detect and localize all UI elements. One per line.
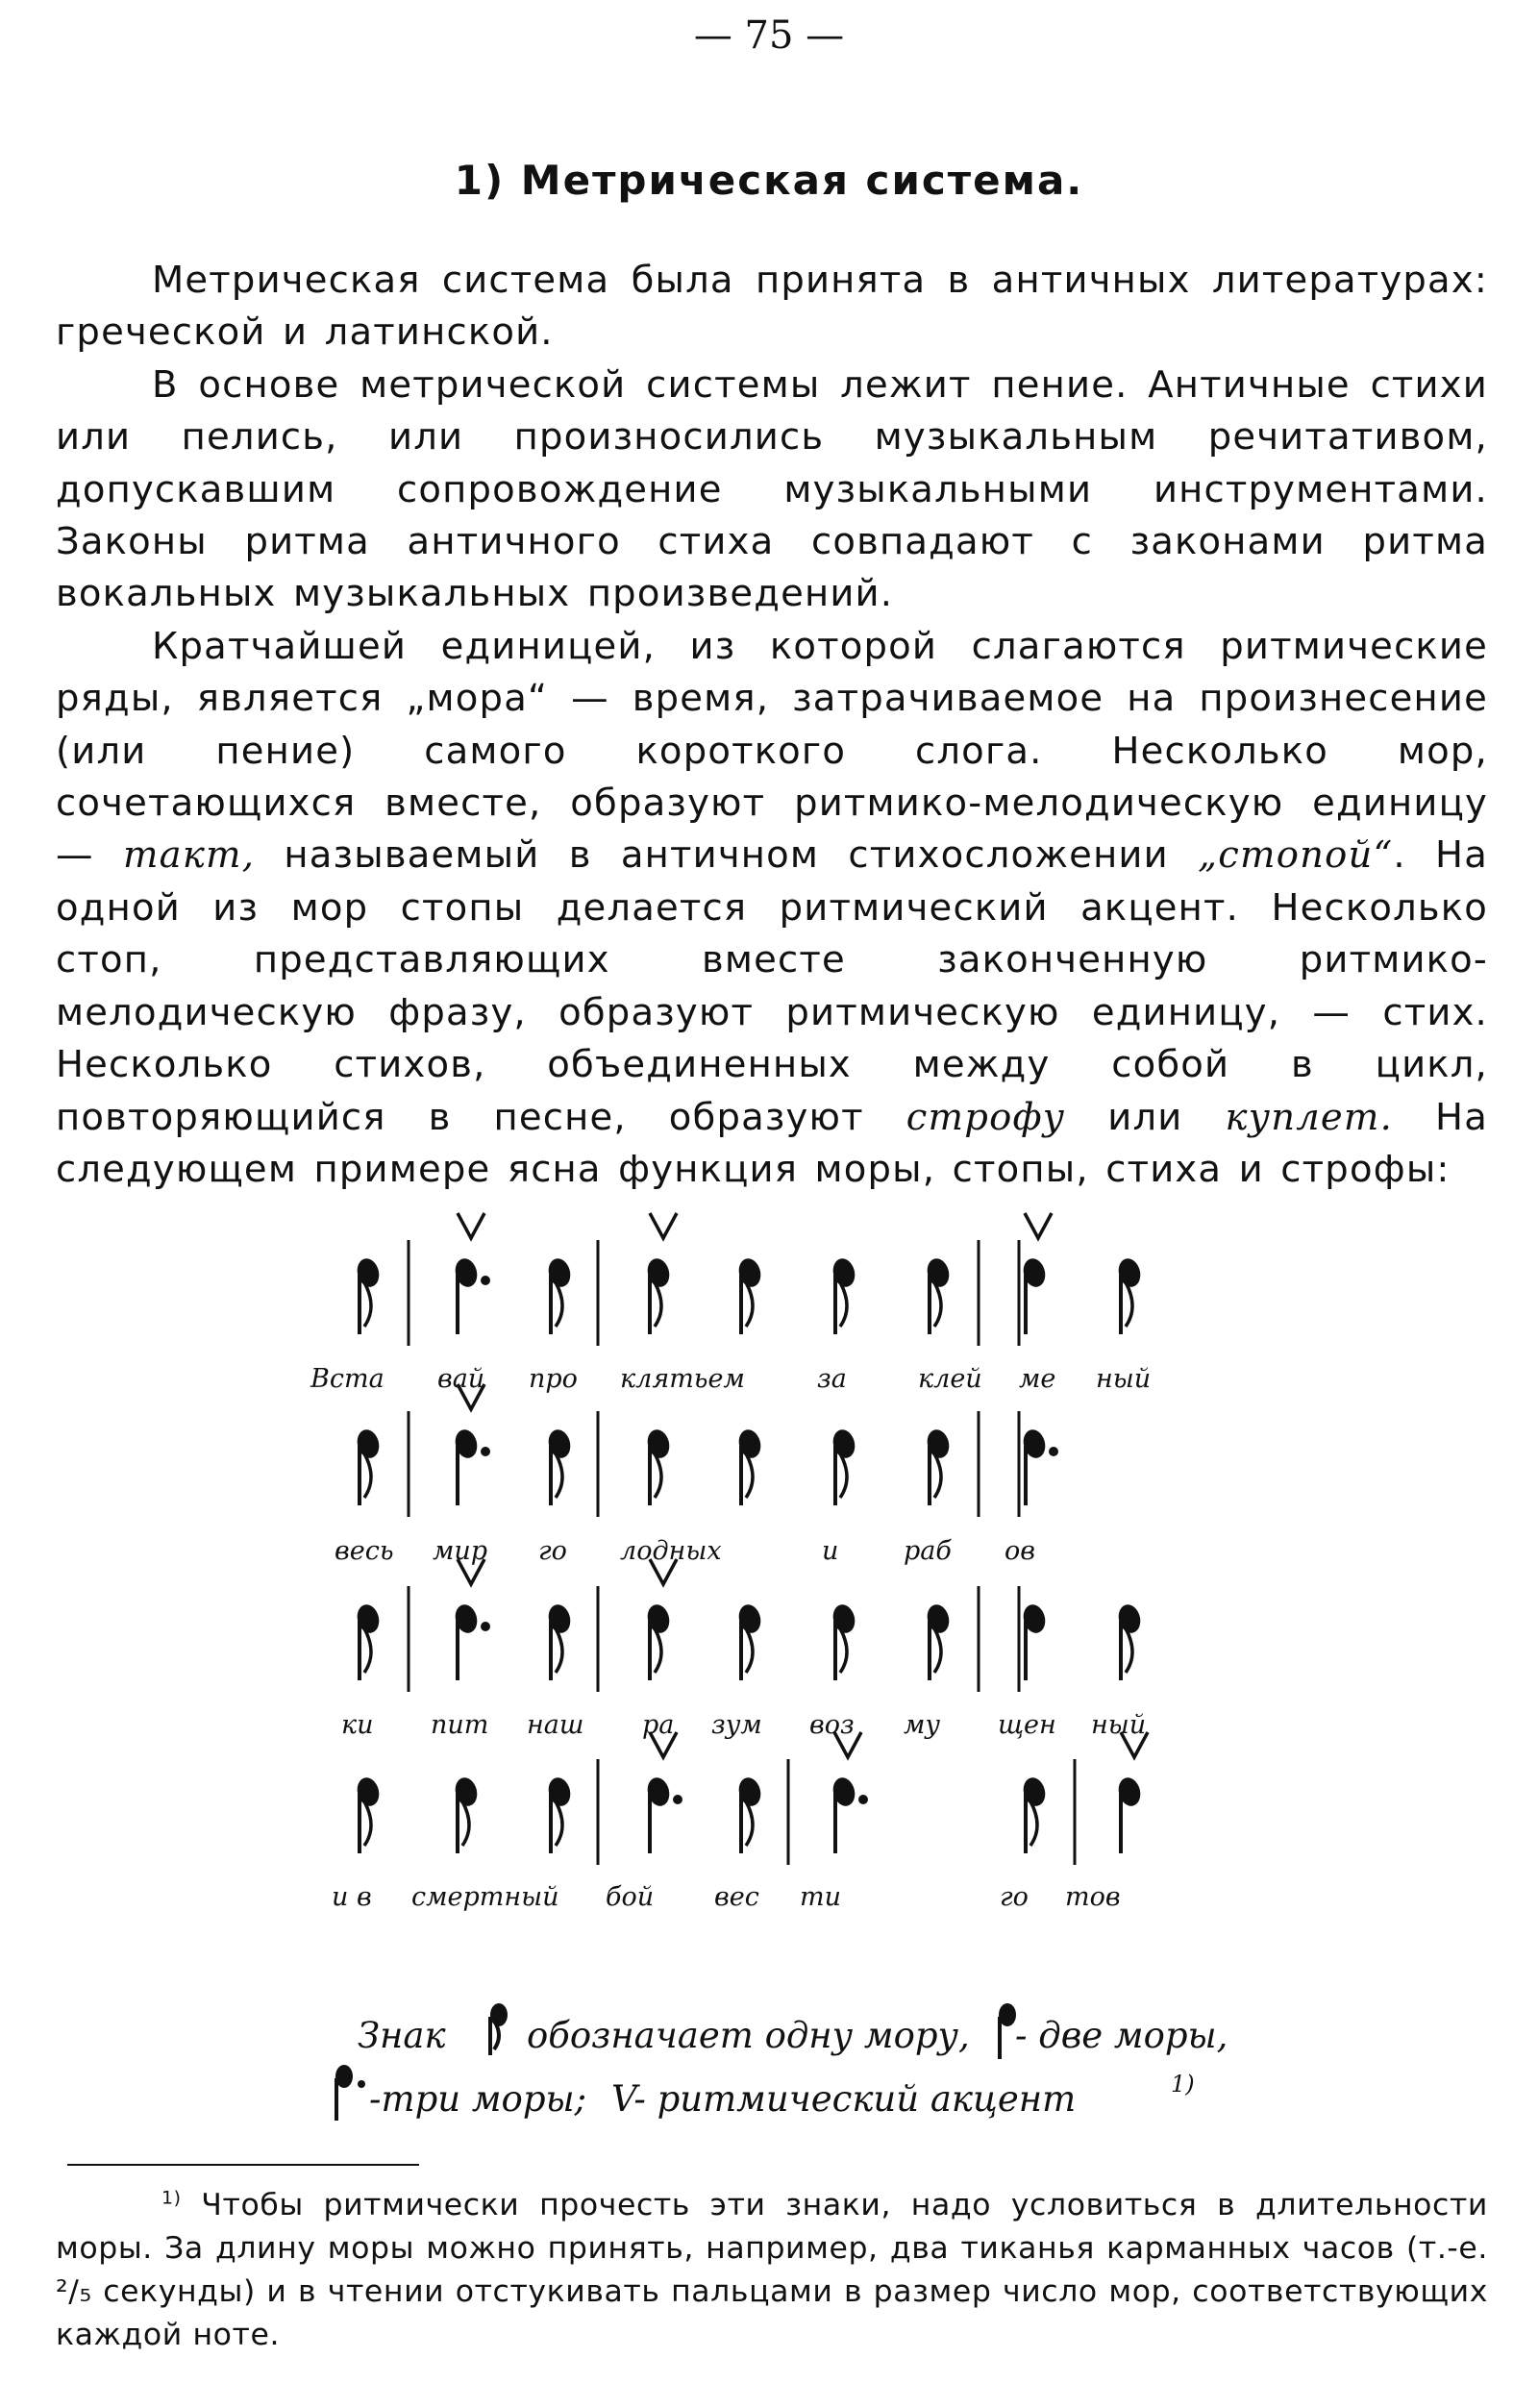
footnote-divider <box>67 2164 419 2166</box>
dotted-note-icon <box>644 1775 682 1853</box>
quarter-note-icon <box>545 1775 573 1853</box>
quarter-note-icon <box>1115 1602 1143 1680</box>
legend-three-morae: -три моры; <box>369 2078 587 2120</box>
dotted-note-icon <box>830 1775 868 1853</box>
quarter-note-icon <box>354 1775 382 1853</box>
quarter-note-icon <box>830 1602 857 1680</box>
footnote-text: Чтобы ритмически прочесть эти знаки, надо условиться в длительности моры. За длину моры можно принять, например, два тиканья карманных часов (т.-е. ²/₅ секунды) и в чтении отстукивать пальцами в размер число мор, соответствующих каждой ноте. <box>56 2188 1488 2352</box>
footnote <box>56 2184 1488 2357</box>
syllable-3-9: ный <box>1091 1710 1147 1740</box>
p3-text-d: или <box>1065 1095 1226 1139</box>
term-kuplet: куплет. <box>1225 1095 1394 1139</box>
section-title: 1) Метрическая система. <box>454 157 1084 204</box>
syllable-2-7: ов <box>1005 1536 1035 1566</box>
half-note-icon <box>1020 1602 1048 1680</box>
quarter-note-icon <box>644 1427 672 1505</box>
quarter-note-icon <box>545 1256 573 1334</box>
syllable-4-7: тов <box>1065 1882 1121 1912</box>
syllable-4-5: ти <box>800 1882 841 1912</box>
quarter-note-icon <box>924 1602 952 1680</box>
p3-text-b: называемый в античном стихосложении <box>255 833 1199 878</box>
syllable-3-3: наш <box>527 1710 584 1740</box>
syllable-1-3: про <box>529 1364 578 1394</box>
legend-one-mora: обозначает одну мору, <box>527 2015 970 2056</box>
dotted-note-icon <box>452 1427 490 1505</box>
quarter-note-icon <box>924 1256 952 1334</box>
legend-footnote-ref: 1) <box>1171 2071 1195 2098</box>
syllable-3-6: воз <box>809 1710 855 1740</box>
paragraph-2: В основе метрической системы лежит пение. Античные стихи или пелись, или произносились музыкальным речитативом, допускавшим сопровождение музыкальными инструментами. Законы ритма античного стиха совпадают с законами ритма вокальных музыкальных произведений. <box>56 362 1488 616</box>
syllable-1-2: вай <box>437 1364 485 1394</box>
accent-mark-icon <box>1025 1213 1052 1238</box>
footnote-marker: 1) <box>161 2187 182 2209</box>
quarter-note-icon <box>830 1256 857 1334</box>
term-strofu: строфу <box>905 1095 1066 1139</box>
half-note-icon <box>1020 1256 1048 1334</box>
syllable-3-7: му <box>904 1710 941 1740</box>
quarter-note-icon <box>354 1427 382 1505</box>
syllable-1-4: клятьем <box>620 1364 745 1394</box>
syllable-1-1: Вста <box>310 1364 384 1394</box>
syllable-2-1: весь <box>335 1536 394 1566</box>
legend-accent: V- ритмический акцент <box>611 2078 1077 2120</box>
dotted-note-icon <box>1020 1427 1058 1505</box>
p3-text-a: Кратчайшей единицей, из которой слагаются ритмические ряды, является „мора“ — время, затрачиваемое на произнесение (или пение) самого короткого слога. Несколько мор, сочетающихся вместе, образуют ритмико-мелодическую единицу — <box>56 624 1488 878</box>
quarter-note-icon <box>735 1602 763 1680</box>
accent-mark-icon <box>458 1213 484 1238</box>
legend-half-note-icon <box>999 2003 1016 2059</box>
quarter-note-icon <box>830 1427 857 1505</box>
legend-sign-word: Знак <box>358 2015 446 2056</box>
quarter-note-icon <box>354 1602 382 1680</box>
syllable-2-6: раб <box>904 1536 952 1566</box>
syllable-2-3: го <box>538 1536 567 1566</box>
quarter-note-icon <box>545 1427 573 1505</box>
quarter-note-icon <box>452 1775 480 1853</box>
p3-text-c: . На одной из мор стопы делается ритмический акцент. Несколько стоп, представляющих вместе законченную ритмико-мелодическую фразу, образуют ритмическую единицу, — стих. Несколько стихов, объединенных между собой в цикл, повторяющийся в песне, образуют <box>56 833 1488 1139</box>
quarter-note-icon <box>1020 1775 1048 1853</box>
syllable-1-5: за <box>817 1364 847 1394</box>
syllable-4-4: вес <box>714 1882 759 1912</box>
quarter-note-icon <box>354 1256 382 1334</box>
syllable-3-1: ки <box>341 1710 374 1740</box>
quarter-note-icon <box>644 1256 672 1334</box>
page-number: — 75 — <box>693 13 845 58</box>
term-takt: такт, <box>122 833 256 878</box>
dotted-note-icon <box>452 1602 490 1680</box>
quarter-note-icon <box>735 1256 763 1334</box>
legend-two-morae: - две моры, <box>1015 2015 1228 2056</box>
syllable-1-8: ный <box>1096 1364 1152 1394</box>
syllable-2-4: лодных <box>620 1536 722 1566</box>
half-note-icon <box>1115 1775 1143 1853</box>
quarter-note-icon <box>735 1427 763 1505</box>
quarter-note-icon <box>1115 1256 1143 1334</box>
quarter-note-icon <box>545 1602 573 1680</box>
syllable-2-5: и <box>822 1536 839 1566</box>
syllable-4-6: го <box>1000 1882 1029 1912</box>
syllable-1-6: клей <box>918 1364 982 1394</box>
quarter-note-icon <box>644 1602 672 1680</box>
p3-text-e: На следующем примере ясна функция моры, стопы, стиха и строфы: <box>56 1095 1488 1191</box>
notation-legend <box>335 2003 1228 2121</box>
accent-mark-icon <box>650 1213 677 1238</box>
legend-quarter-note-icon <box>490 2003 508 2055</box>
syllable-3-4: ра <box>642 1710 675 1740</box>
paragraph-1: Метрическая система была принята в античных литературах: греческой и латинской. <box>56 259 1488 355</box>
syllable-4-2: смертный <box>411 1882 559 1912</box>
syllable-3-8: щен <box>998 1710 1056 1740</box>
syllable-3-2: пит <box>431 1710 489 1740</box>
dotted-note-icon <box>452 1256 490 1334</box>
syllable-4-1: и в <box>332 1882 372 1912</box>
syllable-3-5: зум <box>711 1710 762 1740</box>
syllable-4-3: бой <box>606 1882 655 1912</box>
term-stopoi: „стопой“ <box>1198 833 1394 878</box>
legend-dotted-note-icon <box>335 2065 365 2121</box>
quarter-note-icon <box>924 1427 952 1505</box>
syllable-2-2: мир <box>433 1536 488 1566</box>
quarter-note-icon <box>735 1775 763 1853</box>
syllable-1-7: ме <box>1019 1364 1056 1394</box>
